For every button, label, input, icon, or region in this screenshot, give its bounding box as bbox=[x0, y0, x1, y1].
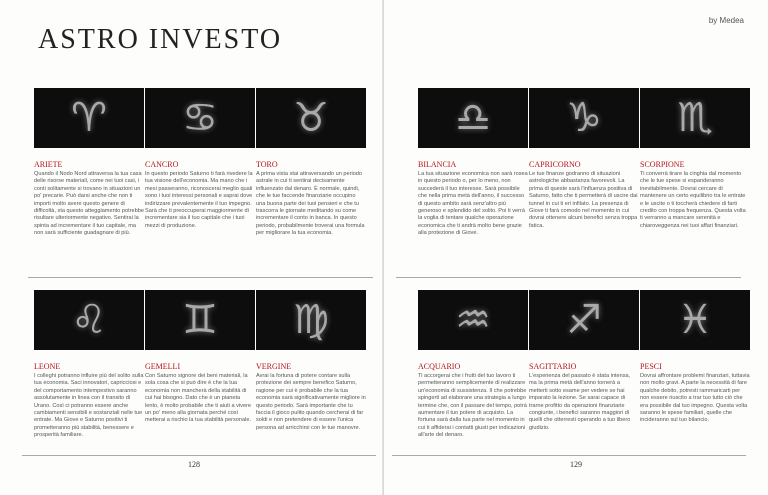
sign-name: ACQUARIO bbox=[418, 362, 461, 371]
footer-rule bbox=[22, 455, 376, 456]
sign-text: Dovrai affrontare problemi finanziari, tuttavia non molto gravi. A parte la necessità di fare qualche debito, potresti rammaricarti per non essere riuscito a trar tuo tutto ciò che era possibile dal tuo impegno. Questa volta saranno le spese familiari, quelle che incideranno sul tuo bilancio. bbox=[640, 373, 750, 424]
sign-text: La tua situazione economica non sarà rosea in questo periodo o, per lo meno, non succederà il tuo interesse. Sarà possibile che nella prima metà dell'anno, il successo di questo ambito sarà senz'altro più generoso e splendido del solito. Poi ti verrà la voglia di tentare qualche operazione economica che ti andrà molto bene grazie alla protezione di Giove. bbox=[418, 171, 528, 237]
sign-text: L'esperienza del passato è stata intensa, ma la prima metà dell'anno tornerà a metterti sotto esame per vedere se hai imparato la lezione. Se sarai capace di trarne profitto da operazioni finanziarie congiunte, i benefici saranno maggiori di quelli che otterresti operando a tuo libero giudizio. bbox=[529, 373, 631, 431]
sign-name: CAPRICORNO bbox=[529, 160, 581, 169]
sign-card-toro bbox=[256, 88, 366, 238]
sign-name: VERGINE bbox=[256, 362, 292, 371]
sign-image bbox=[256, 290, 366, 350]
sign-text: Quando il Nodo Nord attraversa la tua casa delle risorse materiali, come nei tuoi casi, i conti solitamente si trovano in situazioni un po' precarie. Può darsi anche che non ti importi molto avere questo genere di difficoltà, sta questo atteggiamento potrebbe risultare ulteriormente negativo. Sentirai la spinta ad incrementare il tuo capitale, ma non sarà sufficiente guadagnare di più. bbox=[34, 171, 144, 237]
sign-text: In questo periodo Saturno ti farà rivedere la tua visione dell'economia. Ma mano che i mesi passeranno, riconoscerai meglio quali sono i tuoi interessi personali e saprai dove indirizzare prevalentemente il tuo impegno. Sarà che ti preoccuperai maggiormente di incrementare sia il tuo capitale che i tuoi mezzi di produzione. bbox=[145, 171, 253, 229]
sign-card-acquario bbox=[418, 290, 528, 440]
sign-text: Ti accorgerai che i frutti del tuo lavoro ti permetteranno semplicemente di realizzare un'economia di sussistenza. Il che potrebbe spingerti ad elaborare una strategia a lungo termine che, con il passare del tempo, potrà aumentare il tuo potere di acquisto. La fortuna sarà dalla tua parte nel momento in cui ti affiderai i contatti giusti per indicazioni all'arte del denaro. bbox=[418, 373, 527, 439]
sign-text: Con Saturno signore dei beni materiali, la sola cosa che si può dire è che la tua economia non mancherà della stabilità di cui hai bisogno. Dato che è un pianeta lento, è molto probabile che ti aiuti a vivere un po' meno alla giornata perché così metterai a rischio la tua stabilità personale. bbox=[145, 373, 252, 424]
sign-card-sagittario bbox=[529, 290, 639, 432]
sign-card-vergine bbox=[256, 290, 366, 432]
sign-card-bilancia bbox=[418, 88, 528, 238]
page-number: 129 bbox=[570, 460, 582, 469]
sign-name: SAGITTARIO bbox=[529, 362, 577, 371]
sign-name: ARIETE bbox=[34, 160, 63, 169]
sign-image bbox=[34, 290, 144, 350]
sign-name: GEMELLI bbox=[145, 362, 181, 371]
sign-text: A prima vista stai attraversando un periodo astrale in cui ti sentirai decisamente influenzato dal denaro. È normale, quindi, che le tue faccende finanziarie occupino una buona parte dei tuoi pensieri e che tu trascorra le giornate meditando su come incrementare il conto in banca. In questo periodo, probabilmente troverai una formula per migliorare la tua economia. bbox=[256, 171, 365, 237]
aries-icon: ♈ bbox=[71, 95, 107, 141]
sign-name: CANCRO bbox=[145, 160, 179, 169]
sign-image bbox=[418, 88, 528, 148]
sign-image bbox=[34, 88, 144, 148]
sign-text: Ti converrà tirare la cinghia dal momento che le tue spese si espanderanno inevitabilmente. Dovrai cercare di mantenere un certo equilibrio tra le entrate e le uscite o ti toccherà chiedere di farti credito con troppa frequenza. Questa volta ti verranno a mancare serenità e chiaroveggenza nei tuoi affari finanziari. bbox=[640, 171, 746, 229]
sign-card-leone bbox=[34, 290, 144, 440]
sign-name: SCORPIONE bbox=[640, 160, 685, 169]
gemini-icon: ♊ bbox=[182, 297, 218, 343]
sign-name: LEONE bbox=[34, 362, 61, 371]
sign-card-pesci bbox=[640, 290, 750, 425]
sign-image bbox=[529, 88, 639, 148]
sign-name: TORO bbox=[256, 160, 278, 169]
sign-image bbox=[640, 290, 750, 350]
sign-text: Le tue finanze godranno di situazioni astrologiche abbastanza favorevoli. La prima di queste sarà l'influenza positiva di Saturno, fatto che ti permetterà di uscire dai tunnel in cui ti eri infilato. La presenza di Giove ti farà comodo nel momento in cui dovrai ottenere alcuni benefici senza troppa fatica. bbox=[529, 171, 638, 229]
sign-image bbox=[145, 88, 255, 148]
capricorn-icon: ♑ bbox=[566, 95, 602, 141]
sign-text: I colleghi potranno influire più del solito sulla tua economia. Saci innovatori, capricciosi e del comportamento intempestivo saranno assolutamente in linea con il transito di Urano. Così ci potranno essere anche cambiamenti sensibili e sostanziali nelle tue entrate. Ma Giove e Saturno positivi ti prometteranno più stabilità, benessere e prosperità familiare. bbox=[34, 373, 144, 439]
leo-icon: ♌ bbox=[71, 297, 107, 343]
sign-image bbox=[145, 290, 255, 350]
sign-image bbox=[529, 290, 639, 350]
page-number: 128 bbox=[188, 460, 200, 469]
sign-card-cancro bbox=[145, 88, 255, 230]
sign-card-capricorno bbox=[529, 88, 639, 230]
sign-card-scorpione bbox=[640, 88, 750, 230]
right-page bbox=[384, 0, 768, 495]
sign-image bbox=[640, 88, 750, 148]
sign-image bbox=[256, 88, 366, 148]
taurus-icon: ♉ bbox=[293, 95, 329, 141]
sign-image bbox=[418, 290, 528, 350]
virgo-icon: ♍ bbox=[293, 297, 329, 343]
sign-name: BILANCIA bbox=[418, 160, 457, 169]
sagittarius-icon: ♐ bbox=[566, 297, 602, 343]
section-divider bbox=[396, 277, 741, 278]
sign-card-gemelli bbox=[145, 290, 255, 425]
section-divider bbox=[28, 277, 373, 278]
sign-name: PESCI bbox=[640, 362, 662, 371]
pisces-icon: ♓ bbox=[677, 297, 713, 343]
scorpio-icon: ♏ bbox=[677, 95, 713, 141]
sign-text: Avrai la fortuna di potere contare sulla protezione dei sempre benefico Saturno, ragione per cui è probabile che la tua economia sarà significativamente migliore in questo periodo. Sarà importante che tu faccia il gioco pulito quando cercherai di far soldi e non pretendere di essere l'unica persona ad arricchirsi con le tue manovre. bbox=[256, 373, 366, 431]
cancer-icon: ♋ bbox=[182, 95, 218, 141]
sign-card-ariete bbox=[34, 88, 144, 238]
page-title: ASTRO INVESTO bbox=[38, 24, 283, 55]
libra-icon: ♎ bbox=[455, 95, 491, 141]
byline: by Medea bbox=[708, 16, 744, 25]
aquarius-icon: ♒ bbox=[455, 297, 491, 343]
footer-rule bbox=[392, 455, 746, 456]
